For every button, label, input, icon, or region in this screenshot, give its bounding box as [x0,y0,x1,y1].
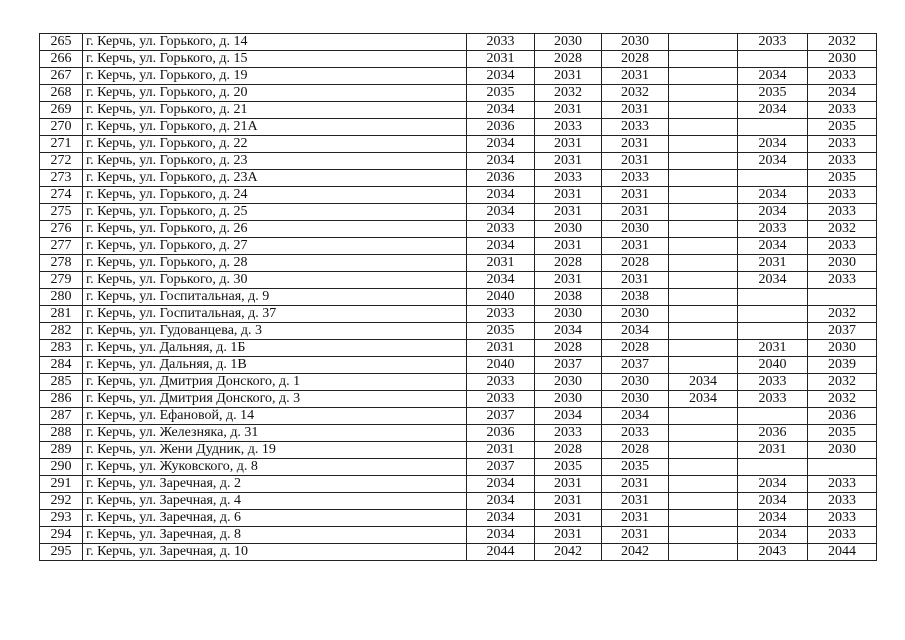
year-cell-4 [669,204,738,221]
address-cell: г. Керчь, ул. Горького, д. 23А [83,170,467,187]
row-number: 288 [40,425,83,442]
year-cell-6: 2033 [808,68,877,85]
address-cell: г. Керчь, ул. Заречная, д. 6 [83,510,467,527]
row-number: 280 [40,289,83,306]
year-cell-4 [669,357,738,374]
year-cell-5 [738,323,808,340]
year-cell-1: 2034 [467,204,535,221]
year-cell-2: 2031 [535,510,602,527]
year-cell-2: 2031 [535,476,602,493]
year-cell-4 [669,102,738,119]
row-number: 272 [40,153,83,170]
year-cell-2: 2030 [535,221,602,238]
table-row [40,136,877,153]
address-cell: г. Керчь, ул. Горького, д. 22 [83,136,467,153]
year-cell-5: 2036 [738,425,808,442]
year-cell-1: 2033 [467,34,535,51]
year-cell-1: 2035 [467,323,535,340]
year-cell-6: 2030 [808,255,877,272]
year-cell-4 [669,238,738,255]
table-row [40,85,877,102]
year-cell-5: 2034 [738,238,808,255]
year-cell-1: 2034 [467,153,535,170]
row-number: 276 [40,221,83,238]
table-row [40,510,877,527]
year-cell-6: 2033 [808,187,877,204]
table-row [40,153,877,170]
year-cell-5: 2034 [738,136,808,153]
address-cell: г. Керчь, ул. Горького, д. 15 [83,51,467,68]
year-cell-6: 2044 [808,544,877,561]
year-cell-3: 2035 [602,459,669,476]
address-cell: г. Керчь, ул. Горького, д. 30 [83,272,467,289]
table-row [40,204,877,221]
year-cell-1: 2033 [467,221,535,238]
year-cell-6: 2033 [808,476,877,493]
year-cell-4 [669,170,738,187]
address-cell: г. Керчь, ул. Дмитрия Донского, д. 3 [83,391,467,408]
row-number: 273 [40,170,83,187]
address-cell: г. Керчь, ул. Дальняя, д. 1В [83,357,467,374]
address-cell: г. Керчь, ул. Заречная, д. 10 [83,544,467,561]
year-cell-3: 2037 [602,357,669,374]
year-cell-4 [669,476,738,493]
address-cell: г. Керчь, ул. Железняка, д. 31 [83,425,467,442]
year-cell-5 [738,408,808,425]
row-number: 291 [40,476,83,493]
row-number: 284 [40,357,83,374]
table-row [40,119,877,136]
year-cell-4 [669,527,738,544]
year-cell-5: 2033 [738,391,808,408]
row-number: 289 [40,442,83,459]
year-cell-6: 2033 [808,510,877,527]
year-cell-1: 2034 [467,238,535,255]
year-cell-4 [669,119,738,136]
year-cell-5: 2034 [738,476,808,493]
year-cell-2: 2038 [535,289,602,306]
year-cell-1: 2040 [467,357,535,374]
year-cell-4: 2034 [669,391,738,408]
year-cell-2: 2031 [535,493,602,510]
year-cell-1: 2031 [467,51,535,68]
row-number: 281 [40,306,83,323]
address-cell: г. Керчь, ул. Горького, д. 26 [83,221,467,238]
year-cell-6: 2033 [808,102,877,119]
row-number: 267 [40,68,83,85]
year-cell-6: 2030 [808,340,877,357]
table-row [40,289,877,306]
table-row [40,255,877,272]
address-cell: г. Керчь, ул. Заречная, д. 4 [83,493,467,510]
year-cell-5: 2033 [738,221,808,238]
year-cell-1: 2034 [467,187,535,204]
year-cell-3: 2028 [602,51,669,68]
year-cell-5 [738,51,808,68]
table-row [40,170,877,187]
year-cell-2: 2031 [535,527,602,544]
table-row [40,459,877,476]
year-cell-3: 2042 [602,544,669,561]
table-row [40,425,877,442]
table-row [40,221,877,238]
year-cell-3: 2028 [602,340,669,357]
year-cell-4 [669,408,738,425]
year-cell-2: 2028 [535,442,602,459]
year-cell-2: 2031 [535,187,602,204]
row-number: 282 [40,323,83,340]
address-cell: г. Керчь, ул. Горького, д. 21 [83,102,467,119]
table-row [40,357,877,374]
table-row [40,102,877,119]
row-number: 278 [40,255,83,272]
year-cell-3: 2031 [602,493,669,510]
year-cell-5: 2033 [738,34,808,51]
year-cell-6: 2037 [808,323,877,340]
year-cell-3: 2034 [602,408,669,425]
year-cell-6: 2035 [808,170,877,187]
year-cell-5: 2034 [738,102,808,119]
year-cell-6: 2036 [808,408,877,425]
year-cell-4 [669,340,738,357]
year-cell-2: 2031 [535,136,602,153]
table-row [40,187,877,204]
address-cell: г. Керчь, ул. Горького, д. 14 [83,34,467,51]
row-number: 295 [40,544,83,561]
year-cell-1: 2031 [467,255,535,272]
year-cell-4 [669,425,738,442]
row-number: 268 [40,85,83,102]
year-cell-6: 2030 [808,51,877,68]
year-cell-3: 2031 [602,153,669,170]
address-cell: г. Керчь, ул. Горького, д. 27 [83,238,467,255]
year-cell-4: 2034 [669,374,738,391]
year-cell-1: 2040 [467,289,535,306]
address-cell: г. Керчь, ул. Горького, д. 20 [83,85,467,102]
table-row [40,51,877,68]
year-cell-5: 2031 [738,442,808,459]
year-cell-6 [808,289,877,306]
year-cell-3: 2031 [602,204,669,221]
year-cell-4 [669,493,738,510]
year-cell-6: 2032 [808,391,877,408]
year-cell-3: 2033 [602,119,669,136]
year-cell-3: 2030 [602,306,669,323]
address-cell: г. Керчь, ул. Заречная, д. 8 [83,527,467,544]
year-cell-1: 2033 [467,306,535,323]
table-row [40,527,877,544]
table-row [40,323,877,340]
year-cell-5: 2034 [738,187,808,204]
address-cell: г. Керчь, ул. Дмитрия Донского, д. 1 [83,374,467,391]
year-cell-4 [669,187,738,204]
year-cell-5 [738,119,808,136]
year-cell-1: 2036 [467,425,535,442]
address-cell: г. Керчь, ул. Ефановой, д. 14 [83,408,467,425]
table-row [40,391,877,408]
year-cell-1: 2036 [467,119,535,136]
row-number: 271 [40,136,83,153]
year-cell-3: 2031 [602,136,669,153]
year-cell-2: 2042 [535,544,602,561]
row-number: 285 [40,374,83,391]
year-cell-2: 2030 [535,391,602,408]
year-cell-4 [669,289,738,306]
row-number: 283 [40,340,83,357]
table-row [40,442,877,459]
year-cell-3: 2031 [602,476,669,493]
row-number: 293 [40,510,83,527]
year-cell-3: 2031 [602,272,669,289]
year-cell-5: 2031 [738,255,808,272]
row-number: 292 [40,493,83,510]
year-cell-5: 2034 [738,68,808,85]
year-cell-5 [738,170,808,187]
row-number: 269 [40,102,83,119]
table-body [40,34,877,561]
year-cell-5 [738,289,808,306]
year-cell-5: 2031 [738,340,808,357]
year-cell-1: 2034 [467,527,535,544]
year-cell-4 [669,221,738,238]
year-cell-2: 2032 [535,85,602,102]
year-cell-2: 2030 [535,306,602,323]
year-cell-1: 2031 [467,442,535,459]
year-cell-3: 2030 [602,221,669,238]
year-cell-6: 2039 [808,357,877,374]
year-cell-1: 2037 [467,459,535,476]
year-cell-2: 2033 [535,170,602,187]
year-cell-4 [669,34,738,51]
year-cell-5: 2035 [738,85,808,102]
year-cell-2: 2031 [535,153,602,170]
year-cell-1: 2033 [467,374,535,391]
year-cell-2: 2031 [535,204,602,221]
year-cell-2: 2035 [535,459,602,476]
year-cell-5: 2034 [738,493,808,510]
year-cell-3: 2033 [602,170,669,187]
table-row [40,476,877,493]
year-cell-5: 2034 [738,204,808,221]
address-cell: г. Керчь, ул. Жени Дудник, д. 19 [83,442,467,459]
year-cell-1: 2034 [467,272,535,289]
row-number: 279 [40,272,83,289]
year-cell-1: 2034 [467,493,535,510]
year-cell-2: 2034 [535,323,602,340]
year-cell-6: 2034 [808,85,877,102]
address-cell: г. Керчь, ул. Горького, д. 24 [83,187,467,204]
year-cell-1: 2034 [467,510,535,527]
year-cell-4 [669,442,738,459]
address-cell: г. Керчь, ул. Горького, д. 28 [83,255,467,272]
year-cell-6 [808,459,877,476]
year-cell-5: 2033 [738,374,808,391]
year-cell-3: 2031 [602,187,669,204]
row-number: 265 [40,34,83,51]
year-cell-4 [669,510,738,527]
year-cell-6: 2033 [808,238,877,255]
year-cell-5: 2034 [738,510,808,527]
address-cell: г. Керчь, ул. Госпитальная, д. 37 [83,306,467,323]
address-cell: г. Керчь, ул. Горького, д. 19 [83,68,467,85]
row-number: 290 [40,459,83,476]
address-cell: г. Керчь, ул. Гудованцева, д. 3 [83,323,467,340]
year-cell-6: 2032 [808,34,877,51]
year-cell-3: 2032 [602,85,669,102]
year-cell-2: 2031 [535,272,602,289]
year-cell-1: 2033 [467,391,535,408]
year-cell-5: 2034 [738,272,808,289]
year-cell-4 [669,544,738,561]
housing-schedule-table [39,33,877,561]
year-cell-3: 2034 [602,323,669,340]
year-cell-5 [738,459,808,476]
row-number: 275 [40,204,83,221]
year-cell-2: 2030 [535,34,602,51]
year-cell-3: 2031 [602,102,669,119]
year-cell-3: 2033 [602,425,669,442]
year-cell-6: 2033 [808,272,877,289]
year-cell-1: 2036 [467,170,535,187]
address-cell: г. Керчь, ул. Горького, д. 25 [83,204,467,221]
year-cell-3: 2031 [602,68,669,85]
year-cell-2: 2028 [535,51,602,68]
year-cell-4 [669,459,738,476]
year-cell-1: 2034 [467,102,535,119]
row-number: 287 [40,408,83,425]
year-cell-6: 2035 [808,425,877,442]
year-cell-3: 2038 [602,289,669,306]
year-cell-5: 2034 [738,153,808,170]
year-cell-2: 2030 [535,374,602,391]
row-number: 266 [40,51,83,68]
year-cell-4 [669,85,738,102]
year-cell-3: 2030 [602,374,669,391]
year-cell-6: 2033 [808,527,877,544]
year-cell-3: 2031 [602,527,669,544]
year-cell-2: 2037 [535,357,602,374]
year-cell-2: 2031 [535,238,602,255]
year-cell-4 [669,272,738,289]
year-cell-2: 2034 [535,408,602,425]
year-cell-1: 2034 [467,476,535,493]
year-cell-6: 2033 [808,204,877,221]
year-cell-6: 2033 [808,153,877,170]
year-cell-6: 2033 [808,136,877,153]
table-row [40,272,877,289]
table-row [40,238,877,255]
year-cell-6: 2030 [808,442,877,459]
year-cell-1: 2034 [467,68,535,85]
year-cell-4 [669,153,738,170]
table-row [40,493,877,510]
year-cell-3: 2028 [602,442,669,459]
address-cell: г. Керчь, ул. Жуковского, д. 8 [83,459,467,476]
address-cell: г. Керчь, ул. Госпитальная, д. 9 [83,289,467,306]
year-cell-3: 2028 [602,255,669,272]
row-number: 270 [40,119,83,136]
row-number: 294 [40,527,83,544]
year-cell-5: 2034 [738,527,808,544]
year-cell-4 [669,136,738,153]
year-cell-5: 2040 [738,357,808,374]
year-cell-1: 2044 [467,544,535,561]
year-cell-3: 2030 [602,34,669,51]
year-cell-6: 2032 [808,306,877,323]
address-cell: г. Керчь, ул. Горького, д. 21А [83,119,467,136]
table-row [40,306,877,323]
address-cell: г. Керчь, ул. Горького, д. 23 [83,153,467,170]
year-cell-2: 2031 [535,68,602,85]
year-cell-6: 2035 [808,119,877,136]
address-cell: г. Керчь, ул. Дальняя, д. 1Б [83,340,467,357]
year-cell-2: 2028 [535,255,602,272]
year-cell-5: 2043 [738,544,808,561]
year-cell-2: 2033 [535,425,602,442]
year-cell-2: 2033 [535,119,602,136]
row-number: 274 [40,187,83,204]
year-cell-6: 2033 [808,493,877,510]
table-row [40,544,877,561]
row-number: 286 [40,391,83,408]
year-cell-4 [669,306,738,323]
table-row [40,374,877,391]
table-row [40,408,877,425]
year-cell-4 [669,51,738,68]
row-number: 277 [40,238,83,255]
year-cell-1: 2037 [467,408,535,425]
year-cell-3: 2030 [602,391,669,408]
year-cell-6: 2032 [808,221,877,238]
year-cell-3: 2031 [602,238,669,255]
table-row [40,340,877,357]
year-cell-4 [669,255,738,272]
year-cell-3: 2031 [602,510,669,527]
year-cell-1: 2031 [467,340,535,357]
year-cell-2: 2031 [535,102,602,119]
year-cell-1: 2035 [467,85,535,102]
year-cell-4 [669,323,738,340]
year-cell-4 [669,68,738,85]
year-cell-1: 2034 [467,136,535,153]
year-cell-2: 2028 [535,340,602,357]
year-cell-6: 2032 [808,374,877,391]
year-cell-5 [738,306,808,323]
table-row [40,68,877,85]
address-cell: г. Керчь, ул. Заречная, д. 2 [83,476,467,493]
table-row [40,34,877,51]
